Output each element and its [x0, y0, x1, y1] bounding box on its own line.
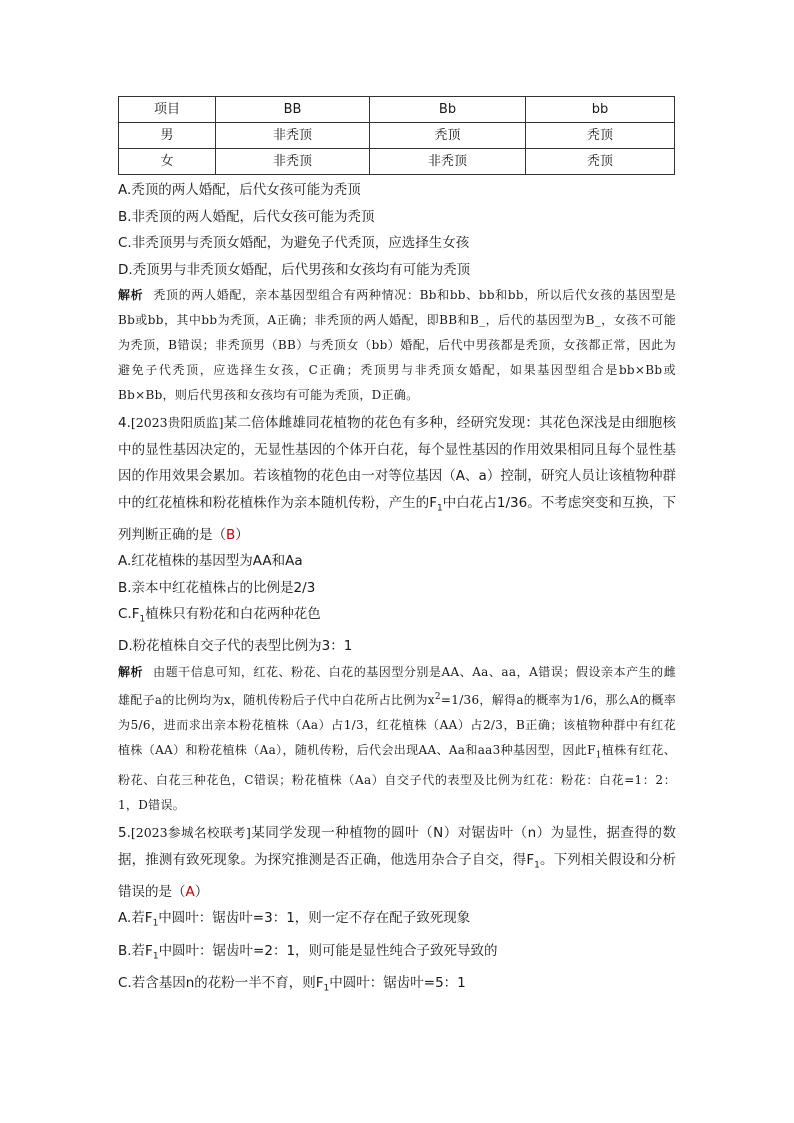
q4-option-c: [118, 601, 676, 633]
q5-stem-text: 某同学发现一种植物的圆叶（N）对锯齿叶（n）为显性，据查得的数据，推测有致死现象。为探究推测是否正确，他选用杂合子自交，得F: [118, 825, 676, 868]
table-header-cell: BB: [216, 97, 370, 123]
q5-option-a-text: A.若F: [118, 910, 153, 927]
q4-analysis-subscript: 1: [595, 750, 602, 761]
q5-option-a-text-2: 中圆叶：锯齿叶=3：1，则一定不存在配子致死现象: [158, 910, 471, 927]
q4-source: [2023贵阳质监]: [130, 415, 224, 430]
q5-stem: [118, 820, 676, 905]
table-header-cell: bb: [526, 97, 675, 123]
table-row: [119, 123, 675, 149]
q3-options: [118, 177, 676, 283]
q5-option-c-text-2: 中圆叶：锯齿叶=5：1: [329, 974, 466, 991]
table-cell: 非秃顶: [216, 123, 370, 149]
q5-option-a-subscript: 1: [152, 919, 159, 930]
q4-analysis: [118, 660, 676, 818]
q4-answer: B: [226, 526, 236, 543]
q4-option-a: A.红花植株的基因型为AA和Aa: [118, 553, 303, 570]
q4-analysis-text-3: 植株有红花、粉花、白花三种花色，C错误；粉花植株（Aa）自交子代的表型及比例为红花：粉花：白花=1：2：1，D错误。: [118, 742, 676, 813]
q3-option-d: D.秃顶男与非秃顶女婚配，后代男孩和女孩均有可能为秃顶: [118, 261, 471, 278]
q4-number: 4.: [118, 415, 131, 431]
q3-analysis: [118, 283, 676, 408]
q4-subscript: 1: [436, 503, 443, 514]
table-cell: 女: [119, 149, 216, 175]
q5-option-c-text: C.若含基因n的花粉一半不育，则F: [118, 974, 324, 991]
q5-number: 5.: [118, 825, 131, 842]
table-header-cell: Bb: [370, 97, 526, 123]
q4-analysis-text-2: =1/36，解得a的概率为1/6，那么A的概率为5/6，进而求出亲本粉花植株（Aa）占1/3，红花植株（AA）占2/3，B正确；该植物种群中有红花植株（AA）和粉花植株（Aa），随机传粉，后代会出现AA、Aa和aa3种基因型，因此F: [118, 692, 676, 757]
analysis-label: 解析: [118, 664, 144, 679]
q5-stem-end: ）: [194, 883, 209, 900]
q5-option-c-subscript: 1: [323, 983, 330, 994]
table-header-cell: 项目: [119, 97, 216, 123]
q4-option-c-text: C.F: [118, 606, 140, 623]
table-cell: 秃顶: [526, 149, 675, 175]
table-cell: 非秃顶: [370, 149, 526, 175]
q4-stem: [118, 410, 676, 548]
page-content: [118, 96, 676, 1002]
analysis-label: 解析: [118, 288, 144, 302]
q5-stem-text-2: 。下列相关假设和分析错误的是（: [118, 851, 677, 900]
table-cell: 非秃顶: [216, 149, 370, 175]
q5-option-c: [118, 970, 676, 1002]
baldness-genotype-table: [118, 96, 675, 175]
q5-subscript: 1: [534, 860, 540, 871]
q5-source: [2023参城名校联考]: [130, 825, 251, 841]
q5-option-b-subscript: 1: [152, 951, 159, 962]
q3-option-b: B.非秃顶的两人婚配，后代女孩可能为秃顶: [118, 208, 375, 225]
q3-option-c: C.非秃顶男与秃顶女婚配，为避免子代秃顶，应选择生女孩: [118, 235, 470, 251]
q4-analysis-text: 由题干信息可知，红花、粉花、白花的基因型分别是AA、Aa、aa，A错误；假设亲本产生的雌雄配子a的比例均为x，随机传粉后子代中白花所占比例为x: [118, 664, 676, 707]
q4-analysis-superscript: 2: [434, 691, 441, 702]
q4-stem-text-2: 中白花占1/36。不考虑突变和互换，下列判断正确的是（: [118, 494, 676, 543]
q5-option-b-text-2: 中圆叶：锯齿叶=2：1，则可能是显性纯合子致死导致的: [158, 942, 498, 959]
q4-option-c-subscript: 1: [139, 614, 146, 625]
q5-option-a: [118, 905, 676, 937]
table-cell: 秃顶: [370, 123, 526, 149]
table-cell: 秃顶: [526, 123, 675, 149]
table-row: [119, 149, 675, 175]
q4-option-b: B.亲本中红花植株占的比例是2/3: [118, 579, 316, 596]
q5-option-b: [118, 938, 676, 970]
q4-stem-text: 某二倍体雌雄同花植物的花色有多种，经研究发现：其花色深浅是由细胞核中的显性基因决定的，无显性基因的个体开白花，每个显性基因的作用效果相同且每个显性基因的作用效果会累加。若该植物的花色由一对等位基因（A、a）控制，研究人员让该植物种群中的红花植株和粉花植株作为亲本随机传粉，产生的F: [118, 415, 676, 511]
q5-option-b-text: B.若F: [118, 942, 153, 959]
table-cell: 男: [119, 123, 216, 149]
q4-option-c-text-2: 植株只有粉花和白花两种花色: [145, 606, 321, 623]
q4-stem-end: ）: [235, 526, 249, 543]
q3-option-a: A.秃顶的两人婚配，后代女孩可能为秃顶: [118, 182, 361, 198]
table-header-row: [119, 97, 675, 123]
q4-option-d: D.粉花植株自交子代的表型比例为3：1: [118, 638, 353, 655]
q3-analysis-text: 秃顶的两人婚配，亲本基因型组合有两种情况：Bb和bb、bb和bb，所以后代女孩的基因型是Bb或bb，其中bb为秃顶，A正确；非秃顶的两人婚配，即BB和B_，后代的基因型为B_，女孩不可能为秃顶，B错误；非秃顶男（BB）与秃顶女（bb）婚配，后代中男孩都是秃顶，女孩都正常，因此为避免子代秃顶，应选择生女孩，C正确；秃顶男与非秃顶女婚配，如果基因型组合是bb×Bb或Bb×Bb，则后代男孩和女孩均有可能为秃顶，D正确。: [118, 288, 677, 402]
q5-answer: A: [185, 883, 195, 900]
